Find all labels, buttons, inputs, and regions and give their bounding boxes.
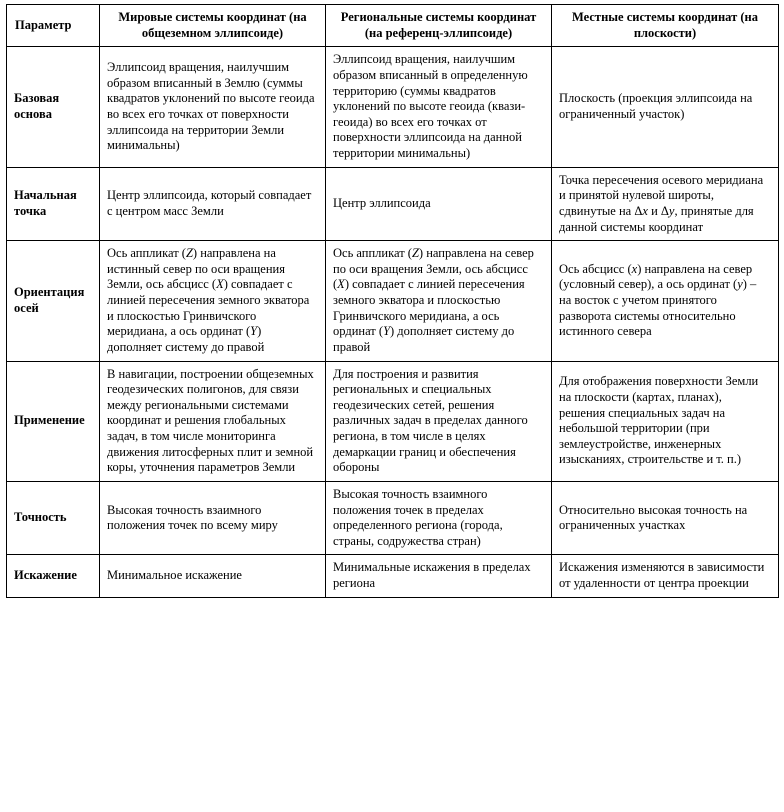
column-header-world-systems: Мировые системы координат (на общеземном эллипсоиде) (100, 5, 326, 47)
cell-distortion-regional: Минимальные искажения в пределах региона (326, 555, 552, 597)
cell-base-local: Плоскость (проекция эллипсоида на ограниченный участок) (552, 47, 779, 167)
table-row (7, 481, 779, 555)
cell-accuracy-regional: Высокая точность взаимного положения точек в пределах определенного региона (города, страны, содружества стран) (326, 481, 552, 555)
column-header-local-systems: Местные системы координат (на плоскости) (552, 5, 779, 47)
table-row (7, 47, 779, 167)
row-label-application: Применение (7, 361, 100, 481)
table-row (7, 167, 779, 241)
cell-axes-local: Ось абсцисс (x) направлена на север (условный север), а ось ординат (y) – на восток с учетом принятого разворота системы относительно истинного севера (552, 241, 779, 361)
table-row (7, 361, 779, 481)
row-label-distortion: Искажение (7, 555, 100, 597)
table-header (7, 5, 779, 47)
table-row (7, 555, 779, 597)
row-label-axes-orientation: Ориентация осей (7, 241, 100, 361)
cell-origin-world: Центр эллипсоида, который совпадает с центром масс Земли (100, 167, 326, 241)
cell-application-world: В навигации, построении общеземных геодезических полигонов, для связи между региональными системами координат и решения глобальных задач, в том числе мониторинга движения литосферных плит и земной коры, уточнения параметров Земли (100, 361, 326, 481)
row-label-origin: Начальная точка (7, 167, 100, 241)
cell-accuracy-world: Высокая точность взаимного положения точек по всему миру (100, 481, 326, 555)
cell-base-world: Эллипсоид вращения, наилучшим образом вписанный в Землю (суммы квадратов уклонений по высоте геоида во всех его точках от поверхности эллипсоида на территории Земли минимальны) (100, 47, 326, 167)
row-label-accuracy: Точность (7, 481, 100, 555)
cell-axes-regional: Ось аппликат (Z) направлена на север по оси вращения Земли, ось абсцисс (X) совпадает с линией пересечения земного экватора и плоскостью Гринвичского меридиана, а ось ординат (Y) дополняет систему до правой (326, 241, 552, 361)
cell-application-local: Для отображения поверхности Земли на плоскости (картах, планах), решения специальных задач на небольшой территории (при землеустройстве, инженерных изысканиях, строительстве и т. п.) (552, 361, 779, 481)
table-header-row (7, 5, 779, 47)
cell-application-regional: Для построения и развития региональных и специальных геодезических сетей, решения различных задач в пределах данного региона, в том числе в целях демаркации границ и обеспечения обороны (326, 361, 552, 481)
column-header-parameter: Параметр (7, 5, 100, 47)
cell-axes-world: Ось аппликат (Z) направлена на истинный север по оси вращения Земли, ось абсцисс (X) совпадает с линией пересечения земного экватора и плоскостью Гринвичского меридиана, а ось ординат (Y) дополняет систему до правой (100, 241, 326, 361)
table-body (7, 47, 779, 597)
cell-distortion-local: Искажения изменяются в зависимости от удаленности от центра проекции (552, 555, 779, 597)
cell-distortion-world: Минимальное искажение (100, 555, 326, 597)
cell-base-regional: Эллипсоид вращения, наилучшим образом вписанный в определенную территорию (суммы квадратов уклонений по высоте геоида (квази-геоида) во всех его точках от поверхности эллипсоида на данной территории минимальны) (326, 47, 552, 167)
column-header-regional-systems: Региональные системы координат (на референц-эллипсоиде) (326, 5, 552, 47)
table-row (7, 241, 779, 361)
cell-origin-regional: Центр эллипсоида (326, 167, 552, 241)
coordinate-systems-comparison-table (6, 4, 779, 598)
cell-origin-local: Точка пересечения осевого меридиана и принятой нулевой широты, сдвинутые на Δx и Δy, принятые для данной системы координат (552, 167, 779, 241)
cell-accuracy-local: Относительно высокая точность на ограниченных участках (552, 481, 779, 555)
row-label-base: Базовая основа (7, 47, 100, 167)
